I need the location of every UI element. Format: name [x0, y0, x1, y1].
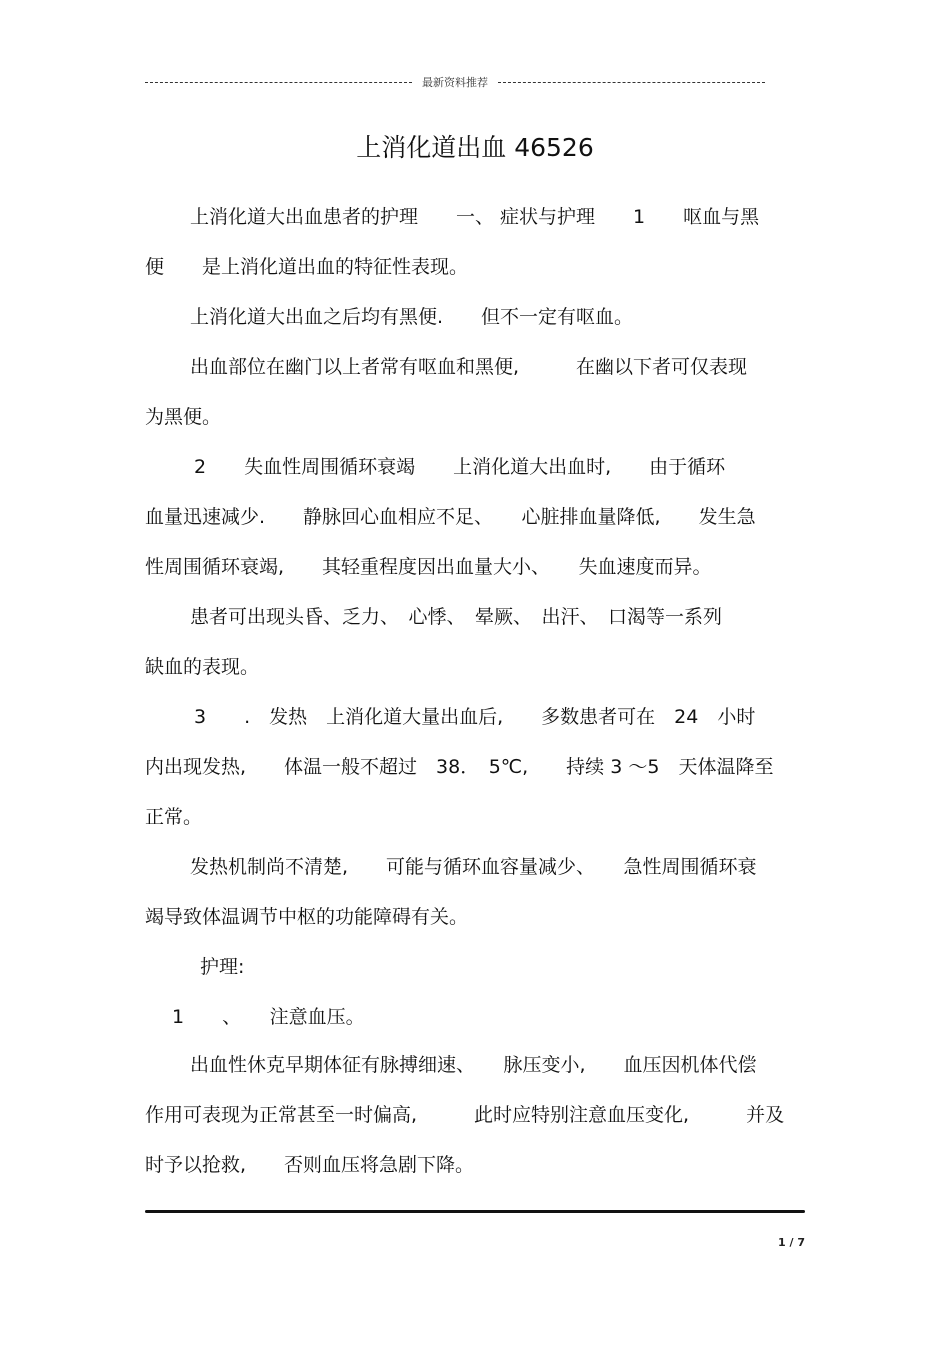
text-line: 上消化道大出血患者的护理 一、 症状与护理 1 呕血与黑 [190, 206, 760, 228]
text-line: 2 失血性周围循环衰竭 上消化道大出血时, 由于循环 [194, 456, 726, 478]
header-dash-right [498, 82, 765, 83]
page-header [145, 72, 765, 92]
document-title: 上消化道出血 46526 [356, 133, 594, 162]
text-line: 发热机制尚不清楚, 可能与循环血容量减少、 急性周围循环衰 [190, 856, 757, 878]
text-line: 血量迅速减少. 静脉回心血相应不足、 心脏排血量降低, 发生急 [145, 506, 756, 528]
text-line: 便 是上消化道出血的特征性表现。 [145, 256, 469, 278]
text-line: 护理: [200, 956, 245, 978]
text-line: 为黑便。 [145, 406, 222, 428]
text-line: 上消化道大出血之后均有黑便. 但不一定有呕血。 [190, 306, 634, 328]
text-line: 缺血的表现。 [145, 656, 260, 678]
text-line: 出血性休克早期体征有脉搏细速、 脉压变小, 血压因机体代偿 [190, 1054, 757, 1076]
text-line: 时予以抢救, 否则血压将急剧下降。 [145, 1154, 475, 1176]
text-line: 作用可表现为正常甚至一时偏高, 此时应特别注意血压变化, 并及 [145, 1104, 785, 1126]
text-line: 内出现发热, 体温一般不超过 38． 5℃, 持续 3 ～5 天体温降至 [145, 756, 774, 778]
page-number: 1 / 7 [778, 1236, 805, 1249]
text-line: 3 . 发热 上消化道大量出血后, 多数患者可在 24 小时 [194, 706, 756, 728]
text-line: 患者可出现头昏、乏力、 心悸、 晕厥、 出汗、 口渴等一系列 [190, 606, 723, 628]
text-line: 正常。 [145, 806, 203, 828]
header-dash-left [145, 82, 412, 83]
text-line: 性周围循环衰竭, 其轻重程度因出血量大小、 失血速度而异。 [145, 556, 712, 578]
header-text: 最新资料推荐 [422, 76, 488, 89]
text-line: 1 、 注意血压。 [172, 1006, 365, 1028]
text-line: 出血部位在幽门以上者常有呕血和黑便, 在幽以下者可仅表现 [190, 356, 748, 378]
footer-rule [145, 1210, 805, 1213]
text-line: 竭导致体温调节中枢的功能障碍有关。 [145, 906, 469, 928]
